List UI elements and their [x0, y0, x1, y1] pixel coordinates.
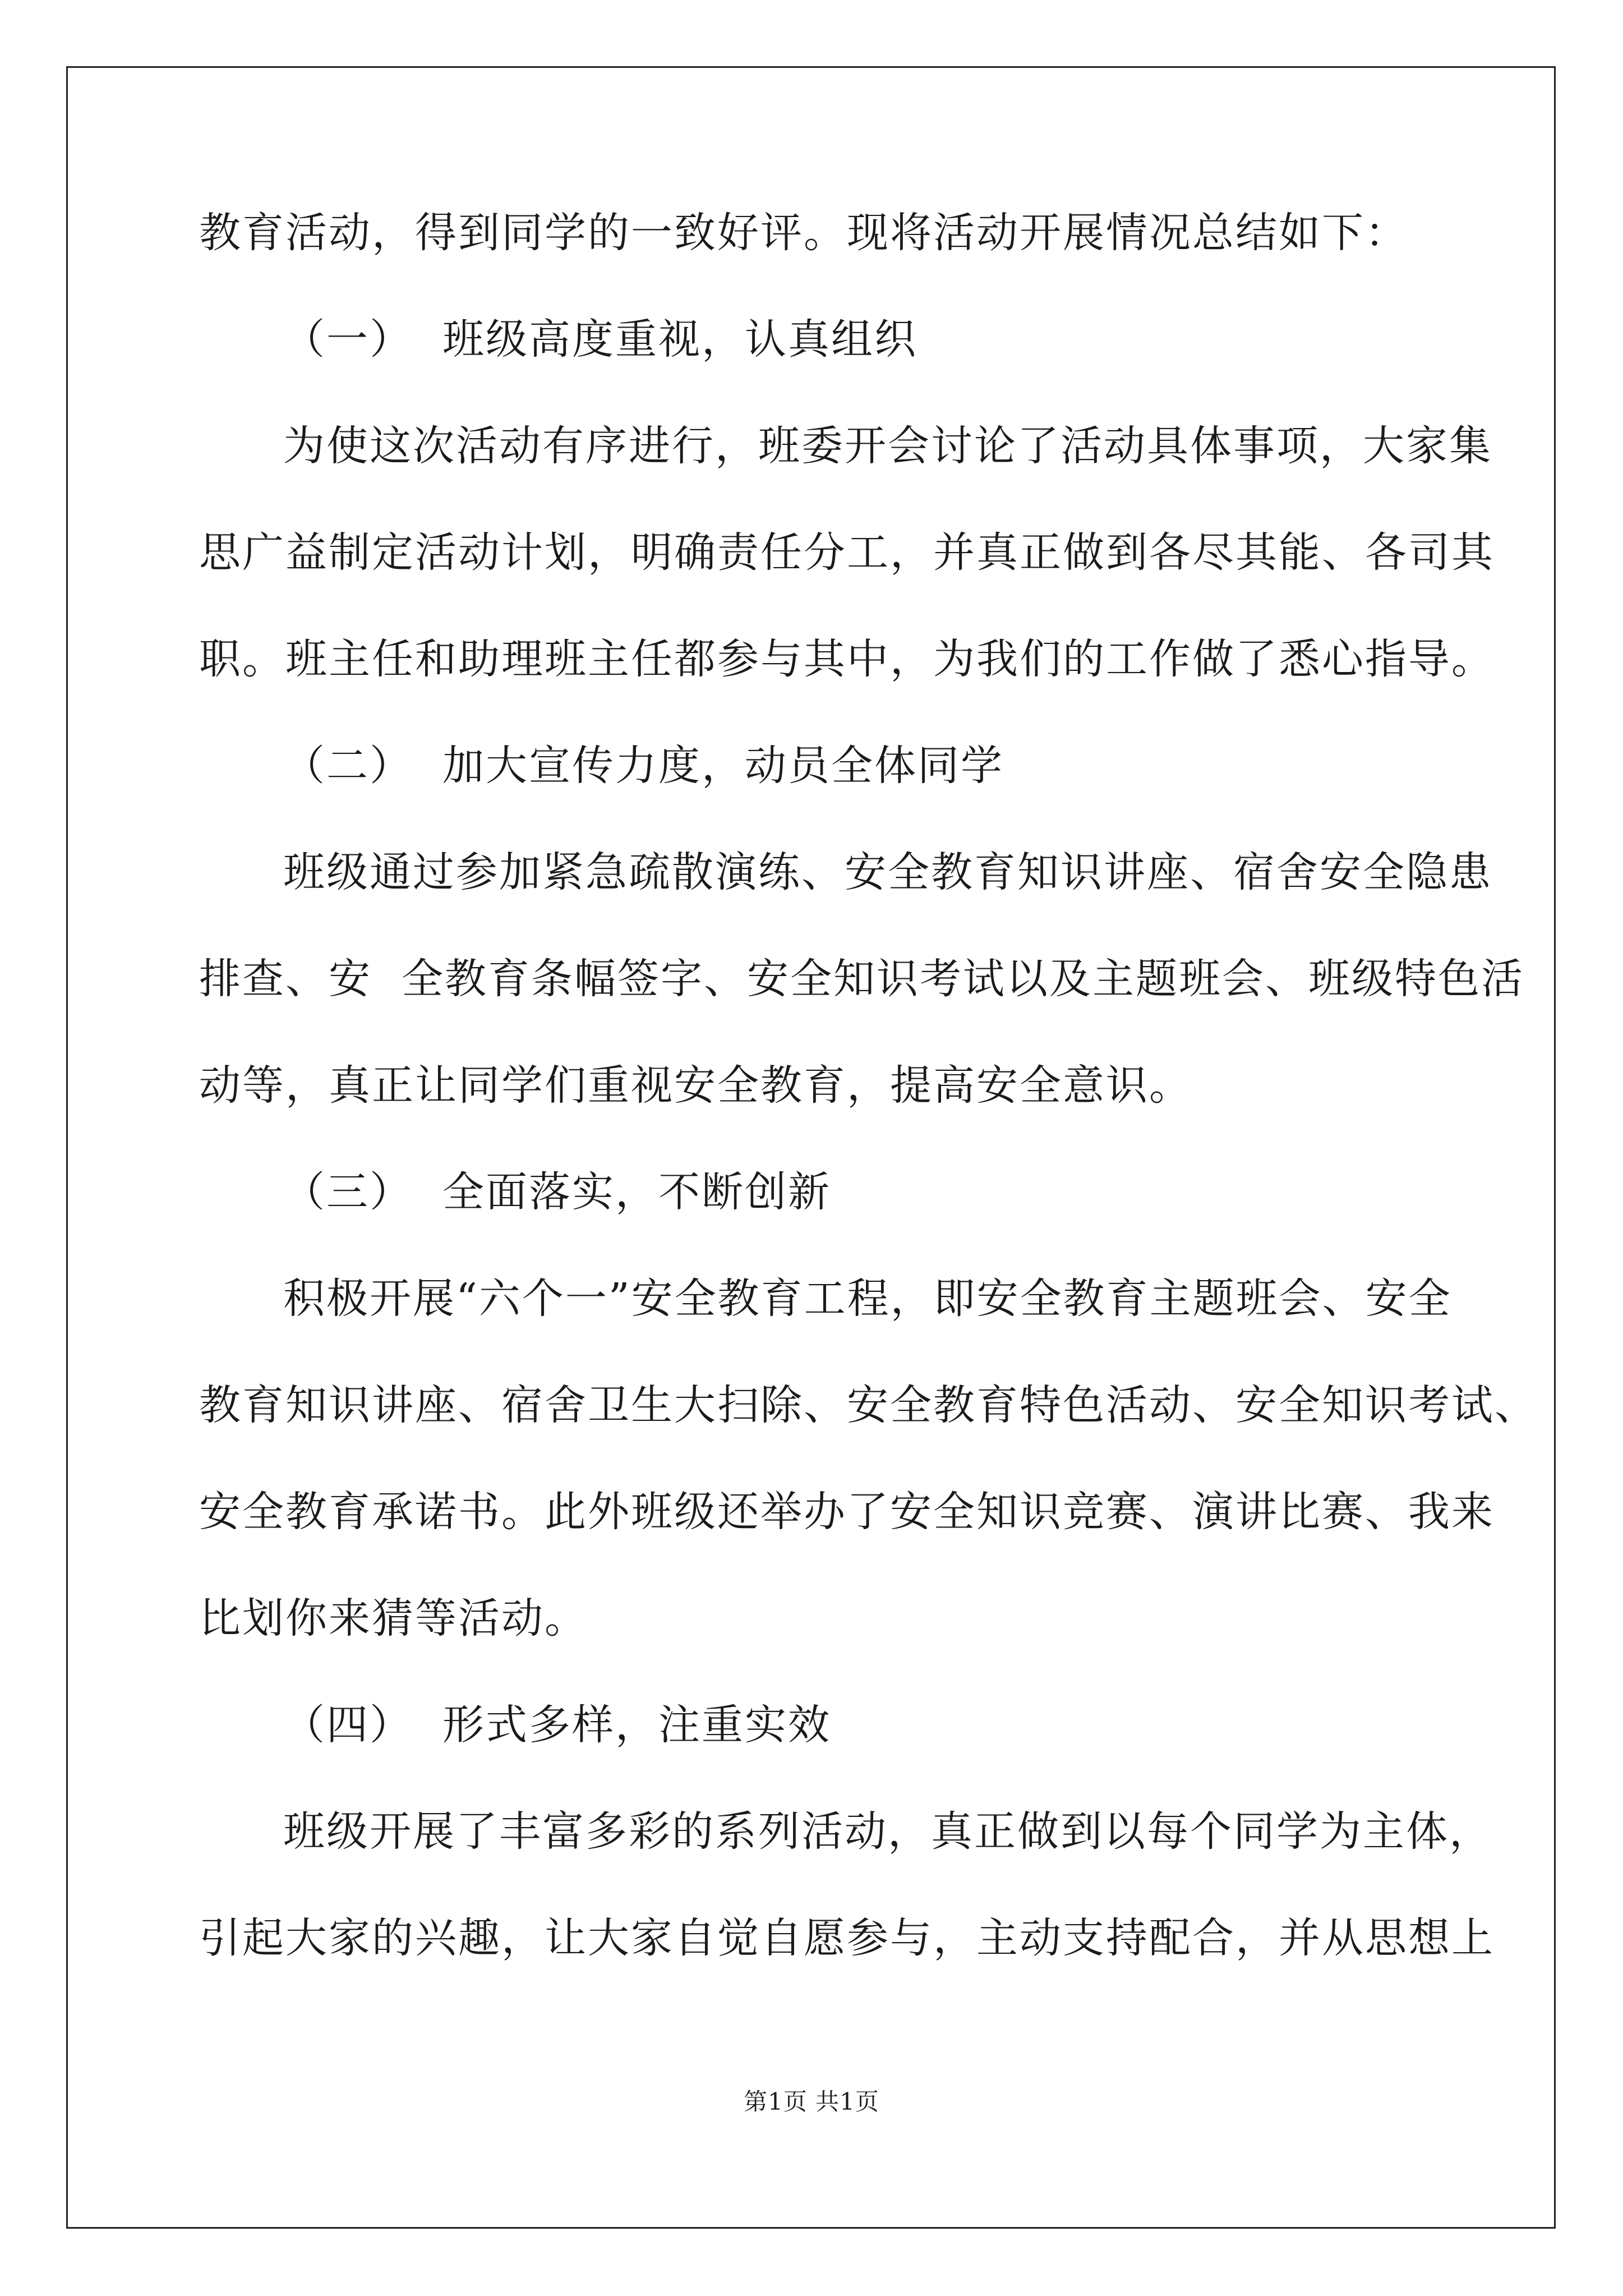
paragraph-line: 教育活动，得到同学的一致好评。现将活动开展情况总结如下：: [199, 209, 1408, 257]
paragraph-line: 比划你来猜等活动。: [199, 1594, 588, 1642]
paragraph-line: 为使这次活动有序进行，班委开会讨论了活动具体事项，大家集: [283, 422, 1492, 470]
section-heading: （三） 全面落实，不断创新: [283, 1168, 832, 1216]
paragraph-line: 职。班主任和助理班主任都参与其中，为我们的工作做了悉心指导。: [199, 635, 1495, 683]
paragraph-line: 动等，真正让同学们重视安全教育，提高安全意识。: [199, 1061, 1192, 1110]
section-heading: （二） 加大宣传力度，动员全体同学: [283, 742, 1004, 790]
paragraph-line: 教育知识讲座、宿舍卫生大扫除、安全教育特色活动、安全知识考试、: [199, 1381, 1538, 1429]
page-number-footer: 第1页 共1页: [744, 2088, 879, 2115]
paragraph-line: 排查、安 全教育条幅签字、安全知识考试以及主题班会、班级特色活: [199, 955, 1525, 1003]
paragraph-line: 安全教育承诺书。此外班级还举办了安全知识竞赛、演讲比赛、我来: [199, 1488, 1495, 1536]
section-heading: （四） 形式多样，注重实效: [283, 1701, 832, 1749]
paragraph-line: 班级开展了丰富多彩的系列活动，真正做到以每个同学为主体，: [283, 1807, 1492, 1856]
paragraph-line: 引起大家的兴趣，让大家自觉自愿参与，主动支持配合，并从思想上: [199, 1914, 1495, 1962]
paragraph-line: 班级通过参加紧急疏散演练、安全教育知识讲座、宿舍安全隐患: [283, 848, 1492, 896]
paragraph-line: 思广益制定活动计划，明确责任分工，并真正做到各尽其能、各司其: [199, 528, 1495, 577]
section-heading: （一） 班级高度重视，认真组织: [283, 315, 918, 364]
paragraph-line: 积极开展“六个一”安全教育工程，即安全教育主题班会、安全: [283, 1274, 1452, 1323]
